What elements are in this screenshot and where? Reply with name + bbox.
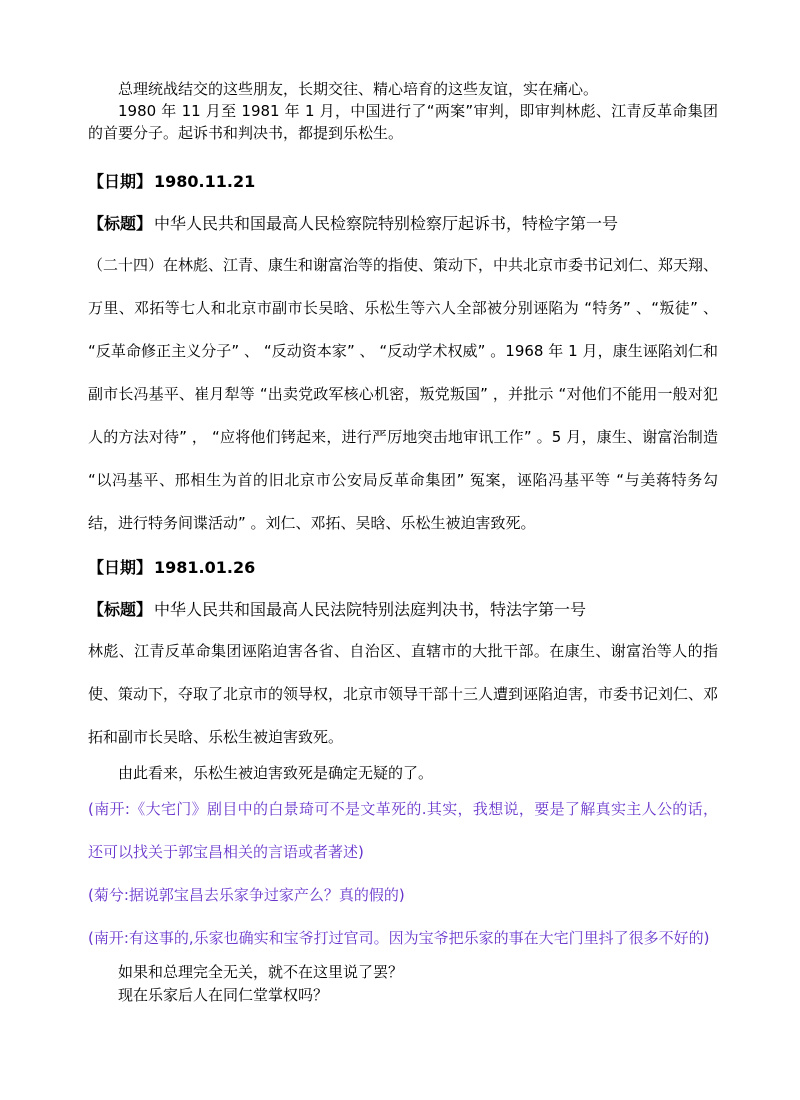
date-label: 【日期】 xyxy=(88,558,153,577)
section2-title-header xyxy=(88,599,718,621)
comment-juxi: (菊兮:据说郭宝昌去乐家争过家产么？真的假的) xyxy=(88,886,405,904)
title-label: 【标题】 xyxy=(88,600,153,619)
closing-questions xyxy=(88,961,718,1007)
question-1: 如果和总理完全无关，就不在这里说了罢？ xyxy=(118,963,404,981)
section1-title-header xyxy=(88,213,718,235)
comment-nankai-1: (南开:《大宅门》剧目中的白景琦可不是文革死的.其实，我想说，要是了解真实主人公的话，还可以找关于郭宝昌相关的言语或者著述) xyxy=(88,800,718,861)
question-2: 现在乐家后人在同仁堂掌权吗？ xyxy=(118,986,329,1004)
intro-paragraph-2: 1980 年 11 月至 1981 年 1 月，中国进行了“两案”审判，即审判林彪、江青反革命集团的首要分子。起诉书和判决书，都提到乐松生。 xyxy=(88,102,718,142)
section2-date-header xyxy=(88,557,718,579)
conclusion-paragraph: 由此看来，乐松生被迫害致死是确定无疑的了。 xyxy=(118,764,434,782)
date-value: 1980.11.21 xyxy=(154,172,256,191)
section1-date-header xyxy=(88,171,718,193)
comment-nankai-2: (南开:有这事的,乐家也确实和宝爷打过官司。因为宝爷把乐家的事在大宅门里抖了很多不好的) xyxy=(88,929,710,947)
date-value: 1981.01.26 xyxy=(154,558,256,577)
section2-body-paragraph: 林彪、江青反革命集团诬陷迫害各省、自治区、直辖市的大批干部。在康生、谢富治等人的指使、策动下，夺取了北京市的领导权，北京市领导干部十三人遭到诬陷迫害，市委书记刘仁、邓拓和副市长吴晗、乐松生被迫害致死。 xyxy=(88,642,719,746)
section1-body-paragraph: （二十四）在林彪、江青、康生和谢富治等的指使、策动下，中共北京市委书记刘仁、郑天翔、万里、邓拓等七人和北京市副市长吴晗、乐松生等六人全部被分别诬陷为 “特务” 、“叛徒” 、 “反革命修正主义分子” 、 “反动资本家” 、 “反动学术权威” 。1968 年 1 月，康生诬陷刘仁和副市长冯基平、崔月犁等 “出卖党政军核心机密，叛党叛国” ，并批示 “对他们不能用一般对犯人的方法对待” ， “应将他们铐起来，进行严厉地突击地审讯工作” 。5 月，康生、谢富治制造 “以冯基平、邢相生为首的旧北京市公安局反革命集团” 冤案，诬陷冯基平等 “与美蒋特务勾结，进行特务间谍活动” 。刘仁、邓拓、吴晗、乐松生被迫害致死。 xyxy=(88,256,719,532)
title-label: 【标题】 xyxy=(88,214,153,233)
intro-paragraph-1: 总理统战结交的这些朋友，长期交往、精心培育的这些友谊，实在痛心。 xyxy=(118,80,599,98)
date-label: 【日期】 xyxy=(88,172,153,191)
title-value: 中华人民共和国最高人民法院特别法庭判决书，特法字第一号 xyxy=(154,600,587,619)
title-value: 中华人民共和国最高人民检察院特别检察厅起诉书，特检字第一号 xyxy=(154,214,619,233)
